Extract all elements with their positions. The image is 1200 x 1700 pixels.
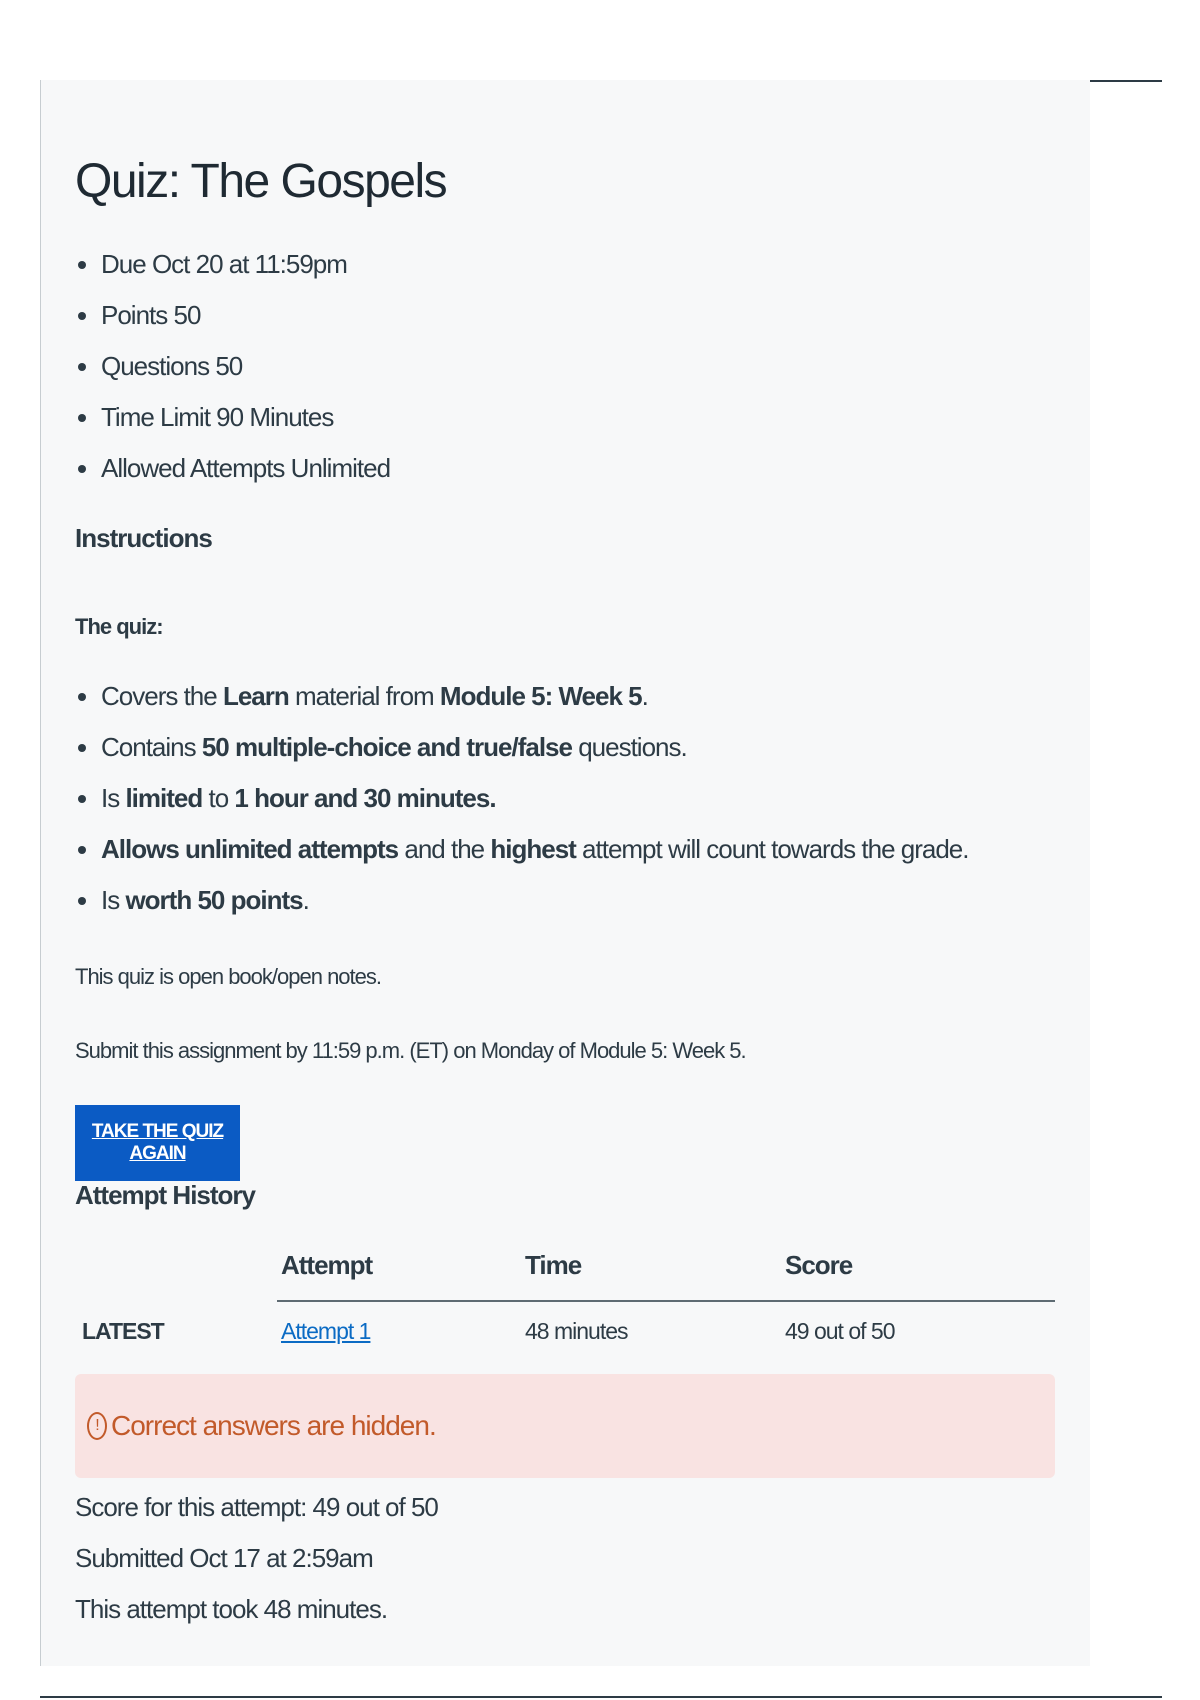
column-header-score: Score [785, 1250, 853, 1280]
quiz-panel [40, 80, 1090, 1666]
rule-worth: • Is worth 50 points. [101, 884, 968, 935]
attempt-duration: This attempt took 48 minutes. [75, 1594, 388, 1624]
table-header-divider [277, 1300, 1055, 1302]
rule-time-limit: • Is limited to 1 hour and 30 minutes. [101, 782, 968, 833]
attempt-time: 48 minutes [525, 1318, 628, 1344]
column-header-attempt: Attempt [281, 1250, 373, 1280]
attempt-submitted: Submitted Oct 17 at 2:59am [75, 1543, 373, 1573]
detail-due: • Due Oct 20 at 11:59pm [101, 248, 390, 299]
detail-allowed-attempts: • Allowed Attempts Unlimited [101, 452, 390, 503]
exclamation-circle-icon: ! [87, 1412, 107, 1440]
attempt-score: 49 out of 50 [785, 1318, 895, 1344]
rule-contains: • Contains 50 multiple-choice and true/false questions. [101, 731, 968, 782]
detail-points: • Points 50 [101, 299, 390, 350]
detail-time-limit: • Time Limit 90 Minutes [101, 401, 390, 452]
rule-covers: • Covers the Learn material from Module 5: Week 5. [101, 680, 968, 731]
open-book-note: This quiz is open book/open notes. [75, 964, 382, 989]
attempt-score-summary: Score for this attempt: 49 out of 50 [75, 1492, 438, 1522]
quiz-details [75, 248, 390, 503]
bottom-divider [40, 1696, 1162, 1698]
page-title: Quiz: The Gospels [75, 155, 447, 208]
take-quiz-again-button[interactable]: TAKE THE QUIZ AGAIN [75, 1105, 240, 1181]
answers-hidden-alert [75, 1374, 1055, 1478]
quiz-rules [75, 680, 968, 935]
quiz-intro: The quiz: [75, 614, 163, 639]
submit-note: Submit this assignment by 11:59 p.m. (ET) on Monday of Module 5: Week 5. [75, 1038, 746, 1063]
top-divider [1090, 80, 1162, 82]
attempt-1-link[interactable]: Attempt 1 [281, 1318, 371, 1344]
column-header-time: Time [525, 1250, 582, 1280]
alert-text: Correct answers are hidden. [111, 1410, 436, 1441]
rule-attempts: • Allows unlimited attempts and the highest attempt will count towards the grade. [101, 833, 968, 884]
attempt-history-heading: Attempt History [75, 1180, 256, 1210]
instructions-heading: Instructions [75, 523, 212, 553]
latest-tag: LATEST [82, 1318, 164, 1344]
detail-questions: • Questions 50 [101, 350, 390, 401]
